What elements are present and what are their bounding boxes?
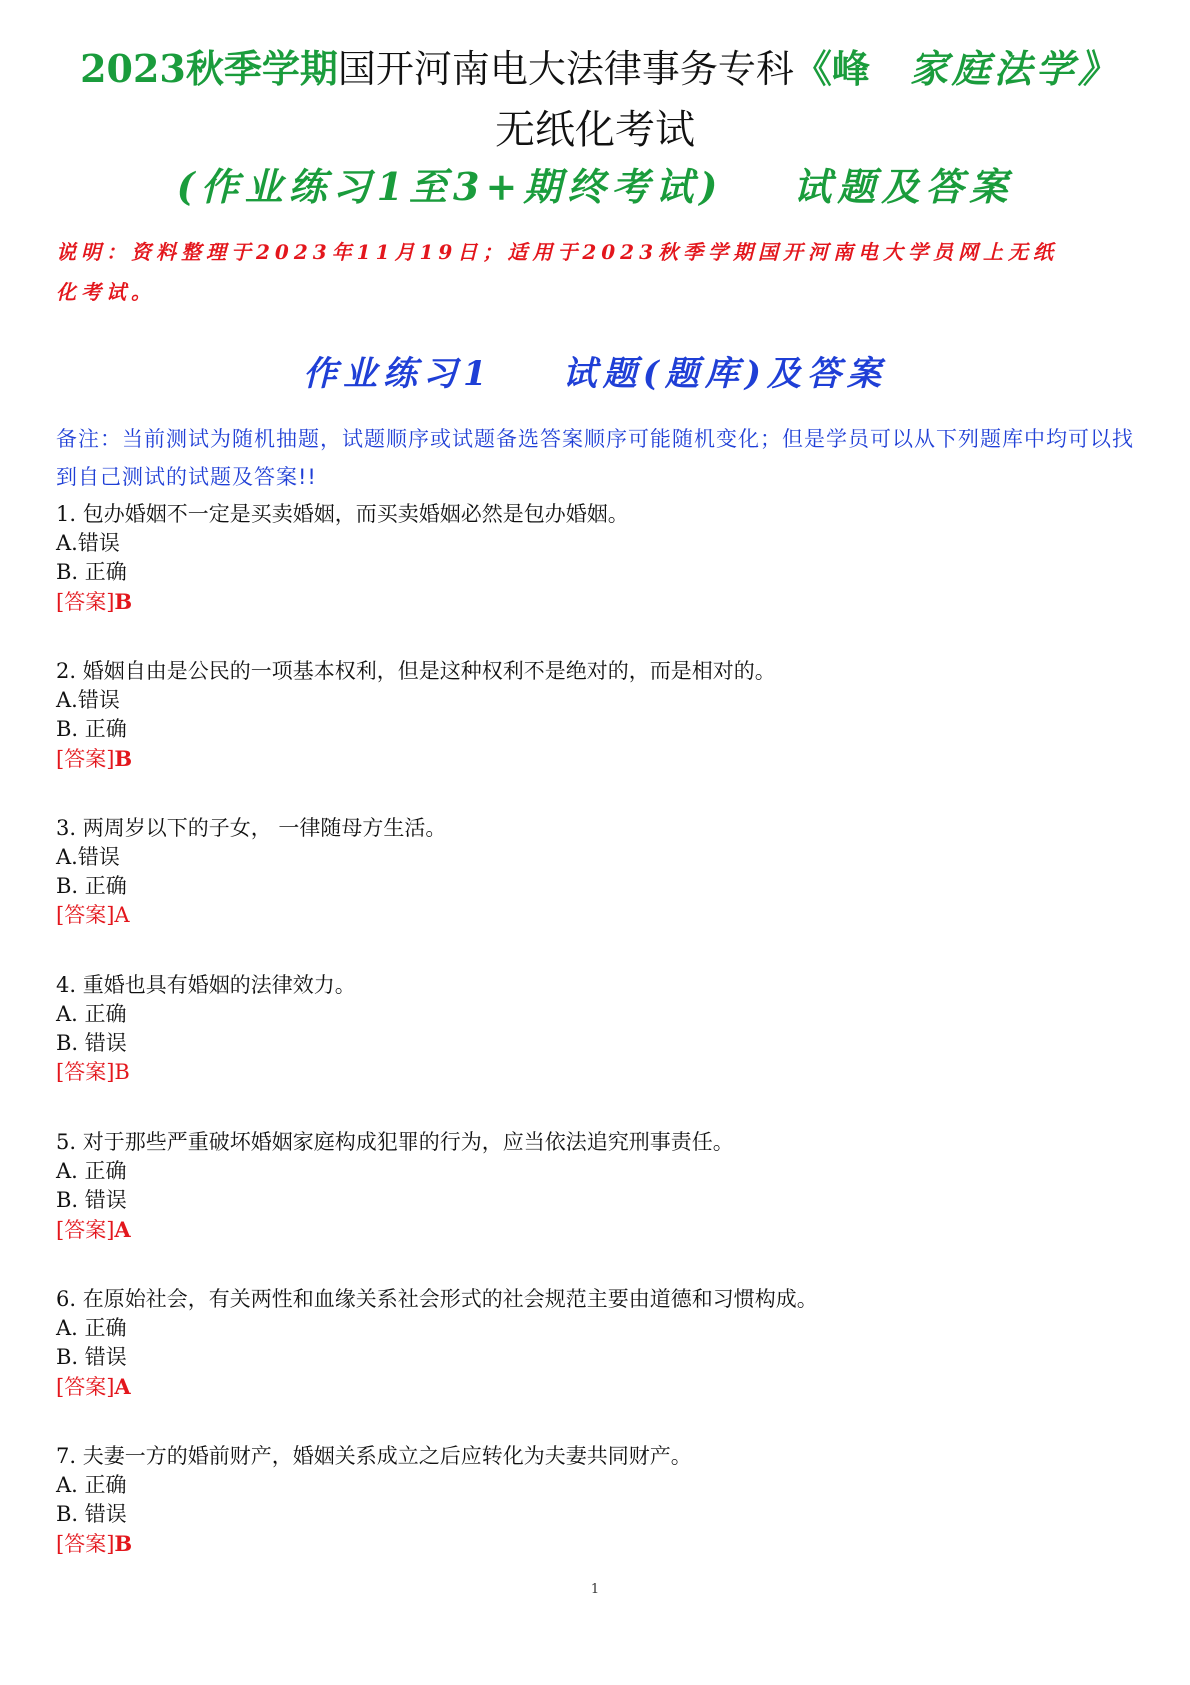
question-item — [56, 500, 1136, 657]
answer — [56, 901, 1136, 930]
option-b: B. 错误 — [56, 1502, 127, 1526]
answer-letter: B — [114, 589, 133, 614]
answer-letter: A — [114, 903, 130, 927]
answer-label: [答案] — [56, 1375, 115, 1399]
section-right: 试题(题库)及答案 — [562, 354, 887, 394]
document-title — [60, 44, 1140, 94]
option-a: A.错误 — [56, 688, 120, 712]
question-item — [56, 814, 1136, 971]
answer-letter: B — [114, 1531, 133, 1556]
option-b: B. 错误 — [56, 1031, 127, 1055]
title-year: 2023秋季学期 — [80, 46, 338, 91]
option-a: A. 正确 — [56, 1316, 127, 1340]
answer-letter: B — [114, 746, 133, 771]
title-main: 国开河南电大法律事务专科 — [337, 47, 794, 91]
answer-label: [答案] — [56, 1218, 115, 1242]
question-text: 7. 夫妻一方的婚前财产，婚姻关系成立之后应转化为夫妻共同财产。 — [56, 1444, 692, 1468]
question-item — [56, 657, 1136, 814]
option-a: A. 正确 — [56, 1159, 127, 1183]
option-b: B. 正确 — [56, 717, 127, 741]
document-subtitle: 无纸化考试 — [495, 107, 695, 153]
answer — [56, 1058, 1136, 1087]
answer — [56, 1215, 1136, 1244]
question-text: 2. 婚姻自由是公民的一项基本权利，但是这种权利不是绝对的，而是相对的。 — [56, 659, 776, 683]
answer-label: [答案] — [56, 590, 115, 614]
option-b: B. 正确 — [56, 560, 127, 584]
section-heading — [0, 352, 1190, 396]
note-line-2: 化考试。 — [56, 280, 156, 304]
answer-label: [答案] — [56, 1060, 115, 1084]
answer — [56, 587, 1136, 616]
answer — [56, 1529, 1136, 1558]
question-text: 1. 包办婚姻不一定是买卖婚姻，而买卖婚姻必然是包办婚姻。 — [56, 502, 629, 526]
answer — [56, 1372, 1136, 1401]
option-a: A. 正确 — [56, 1002, 127, 1026]
option-a: A.错误 — [56, 845, 120, 869]
option-a: A. 正确 — [56, 1473, 127, 1497]
option-b: B. 错误 — [56, 1188, 127, 1212]
answer-letter: B — [114, 1060, 130, 1084]
question-item — [56, 1128, 1136, 1285]
title-book-name: 家庭法学》 — [909, 46, 1120, 91]
answer-letter: A — [114, 1374, 131, 1399]
title-book-open: 《峰 — [793, 46, 870, 91]
note-line-1: 说明：资料整理于2023年11月19日；适用于2023秋季学期国开河南电大学员网上无纸 — [56, 240, 1058, 264]
section-left: 作业练习1 — [303, 354, 493, 394]
explanation-note — [56, 232, 1136, 312]
remark-text: 备注：当前测试为随机抽题，试题顺序或试题备选答案顺序可能随机变化；但是学员可以从下列题库中均可以找到自己测试的试题及答案!! — [56, 427, 1134, 489]
answer-label: [答案] — [56, 747, 115, 771]
answer-label: [答案] — [56, 903, 115, 927]
question-text: 6. 在原始社会，有关两性和血缘关系社会形式的社会规范主要由道德和习惯构成。 — [56, 1287, 818, 1311]
answer — [56, 744, 1136, 773]
answer-letter: A — [114, 1217, 131, 1242]
scope-right: 试题及答案 — [793, 164, 1014, 209]
question-item — [56, 1285, 1136, 1442]
question-item — [56, 1442, 1136, 1599]
question-text: 3. 两周岁以下的子女， 一律随母方生活。 — [56, 816, 447, 840]
page-number: 1 — [590, 1582, 600, 1597]
question-text: 4. 重婚也具有婚姻的法律效力。 — [56, 973, 356, 997]
option-b: B. 错误 — [56, 1345, 127, 1369]
question-list — [56, 500, 1136, 1599]
option-b: B. 正确 — [56, 874, 127, 898]
option-a: A.错误 — [56, 531, 120, 555]
document-scope-line — [0, 162, 1190, 212]
question-text: 5. 对于那些严重破坏婚姻家庭构成犯罪的行为，应当依法追究刑事责任。 — [56, 1130, 734, 1154]
scope-left: (作业练习1至3+期终考试) — [176, 164, 724, 209]
question-item — [56, 971, 1136, 1128]
answer-label: [答案] — [56, 1532, 115, 1556]
